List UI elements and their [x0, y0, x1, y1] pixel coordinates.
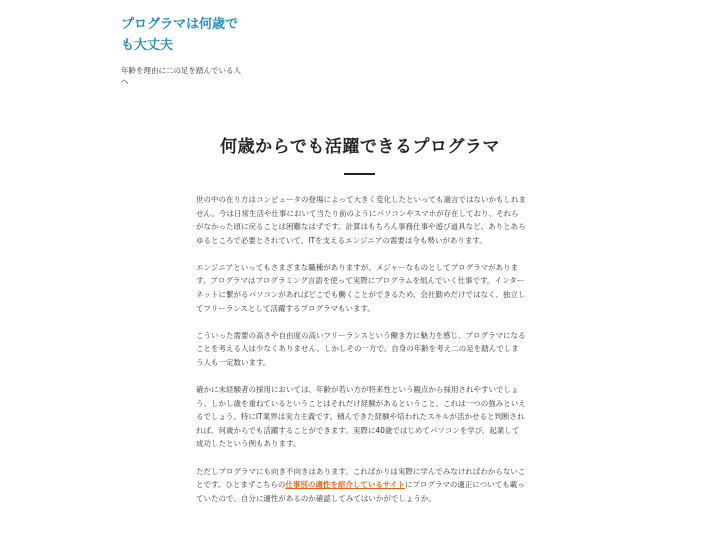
post-paragraph-2: エンジニアといってもさまざまな職種がありますが、メジャーなものとしてプログラマがあります。プログラマはプログラミング言語を使って実際にプログラムを組んでいく仕事です。インターネットに繋がるパソコンがあればどこでも働くことができるため、会社勤めだけではなく、独立してフリーランスとして活躍するプログラマもいます。: [196, 262, 526, 313]
aptitude-site-link[interactable]: 仕事別の適性を紹介しているサイト: [285, 480, 405, 490]
post-content: [196, 193, 526, 519]
post-title: 何歳からでも活躍できるプログラマ: [220, 137, 500, 157]
paragraph-text-after-link: にプログラマの適正についても載っていたので、自分に適性があるのか確認してみてはいかがでしょうか。: [196, 480, 525, 503]
site-title-link[interactable]: プログラマは何歳でも大丈夫: [121, 17, 239, 53]
post-paragraph-4: 確かに未経験者の採用においては、年齢が若い方が将来性という観点から採用されやすいでしょう。しかし歳を重ねているということはそれだけ経験があるということ。これは一つの強みといえるでしょう。特にIT業界は実力主義です。積んできた経験や培われたスキルが活かせると判断されれば、何歳からでも活躍することができます。実際に40歳ではじめてパソコンを学び、起業して成功したという例もあります。: [196, 385, 526, 449]
post-paragraph-1: 世の中の在り方はコンピュータの登場によって大きく変化したといっても過言ではないかもしれません。今は日常生活や仕事において当たり前のようにパソコンやスマホが存在しており、それらがなかった頃に戻ることは困難なはずです。計算はもちろん事務仕事や遊び道具など、ありとあらゆるところで必要とされていて、ITを支えるエンジニアの需要は今も勢いがあります。: [196, 195, 526, 245]
title-divider: [344, 173, 375, 175]
site-description: 年齢を理由に二の足を踏んでいる人へ: [121, 66, 241, 86]
paragraph-text-before-link: ただしプログラマにも向き不向きはあります。こればかりは実際に学んでみなければわからないことです。ひとまずこちらの: [196, 466, 526, 490]
post-paragraph-5: [196, 465, 526, 506]
post-paragraph-3: こういった需要の高さや自由度の高いフリーランスという働き方に魅力を感じ、プログラマになることを考える人は少なくありません。しかしその一方で、自身の年齢を考え二の足を踏んでしまう人も一定数います。: [196, 330, 526, 367]
site-header: [121, 14, 246, 87]
